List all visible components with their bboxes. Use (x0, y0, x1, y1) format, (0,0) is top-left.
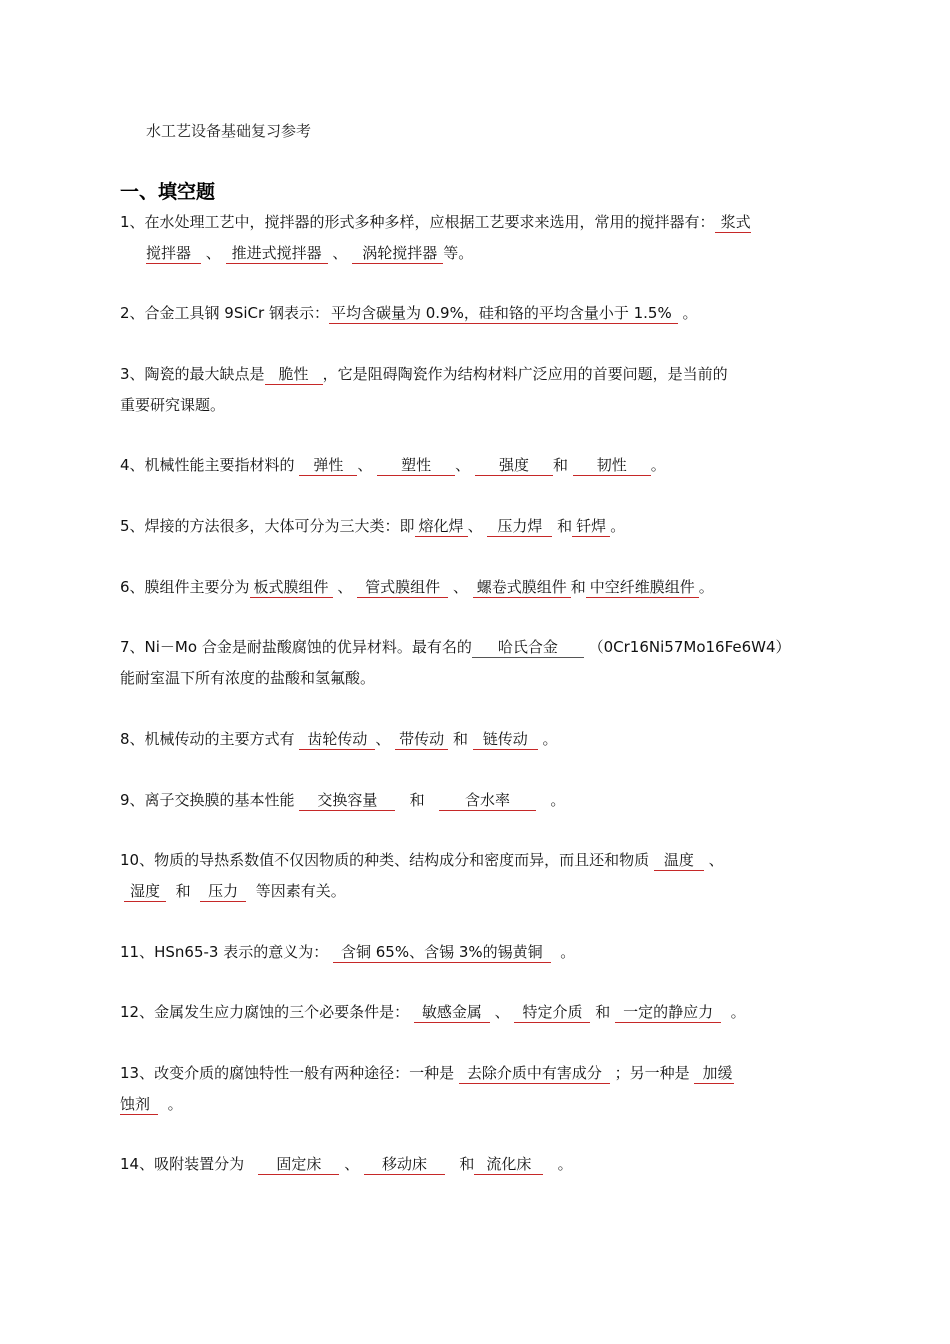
question-text: 、 (337, 578, 353, 596)
question-text: 等。 (443, 244, 474, 262)
question-3 (120, 359, 820, 421)
question-continuation (120, 238, 820, 269)
answer-blank: 一定的静应力 (615, 1003, 721, 1023)
answer-blank: 压力焊 (487, 517, 552, 537)
question-6 (120, 572, 820, 603)
question-12 (120, 997, 820, 1028)
answer-blank: 搅拌器 (146, 244, 201, 264)
answer-blank: 钎焊 (572, 517, 610, 537)
answer-blank: 压力 (200, 882, 246, 902)
question-text: ，它是阻碍陶瓷作为结构材料广泛应用的首要问题，是当前的 (322, 365, 728, 383)
answer-blank: 强度 (475, 456, 553, 476)
question-text: 、 (344, 1155, 360, 1173)
question-text: 5、焊接的方法很多，大体可分为三大类：即 (120, 517, 415, 535)
answer-blank: 中空纤维膜组件 (586, 578, 699, 598)
question-text: 。 (542, 730, 558, 748)
answer-blank: 弹性 (299, 456, 357, 476)
answer-blank: 含铜 65%、含锡 3%的锡黄铜 (333, 943, 551, 963)
answer-blank: 蚀剂 (120, 1095, 158, 1115)
question-11 (120, 937, 820, 968)
question-text: 、 (357, 456, 373, 474)
answer-blank: 浆式 (715, 213, 751, 233)
answer-blank: 涡轮搅拌器 (352, 244, 443, 264)
question-text: 。 (698, 578, 714, 596)
answer-blank: 板式膜组件 (250, 578, 333, 598)
question-text: 和 (409, 791, 425, 809)
answer-blank: 螺卷式膜组件 (473, 578, 571, 598)
answer-blank: 流化床 (474, 1155, 543, 1175)
question-8 (120, 724, 820, 755)
question-text: 、 (708, 851, 724, 869)
question-text: 6、膜组件主要分为 (120, 578, 250, 596)
answer-blank: 加缓 (694, 1064, 734, 1084)
answer-blank: 哈氏合金 (472, 638, 584, 658)
question-continuation: 能耐室温下所有浓度的盐酸和氢氟酸。 (120, 669, 376, 687)
question-text: 。 (610, 517, 626, 535)
question-text: 。 (557, 1155, 573, 1173)
question-text: 8、机械传动的主要方式有 (120, 730, 295, 748)
question-continuation: 重要研究课题。 (120, 396, 226, 414)
question-text: 、 (205, 244, 221, 262)
question-text: 9、离子交换膜的基本性能 (120, 791, 295, 809)
answer-blank: 温度 (654, 851, 704, 871)
question-text: ；另一种是 (614, 1064, 690, 1082)
question-text: 和 (570, 578, 586, 596)
question-7 (120, 632, 820, 694)
question-text: 。 (550, 791, 566, 809)
question-text: 、 (467, 517, 483, 535)
question-14 (120, 1149, 820, 1180)
answer-blank: 带传动 (395, 730, 448, 750)
question-text: 、 (494, 1003, 510, 1021)
section-heading: 一、填空题 (120, 181, 216, 203)
question-text: 4、机械性能主要指材料的 (120, 456, 295, 474)
question-text: 12、金属发生应力腐蚀的三个必要条件是： (120, 1003, 410, 1021)
question-text: 和 (595, 1003, 611, 1021)
question-text: 、 (332, 244, 348, 262)
question-text: 等因素有关。 (255, 882, 346, 900)
question-text: 10、物质的导热系数值不仅因物质的种类、结构成分和密度而异，而且还和物质 (120, 851, 650, 869)
answer-blank: 齿轮传动 (299, 730, 375, 750)
answer-blank: 链传动 (473, 730, 538, 750)
question-text: 、 (452, 578, 468, 596)
question-text: （0Cr16Ni57Mo16Fe6W4） (588, 638, 791, 656)
question-text: 和 (175, 882, 191, 900)
question-continuation (120, 1089, 820, 1120)
question-text: 。 (730, 1003, 746, 1021)
question-5 (120, 511, 820, 542)
answer-blank: 韧性 (573, 456, 651, 476)
question-text: 3、陶瓷的最大缺点是 (120, 365, 265, 383)
question-text: 。 (560, 943, 576, 961)
question-text: 2、合金工具钢 9SiCr 钢表示： (120, 304, 329, 322)
answer-blank: 去除介质中有害成分 (459, 1064, 610, 1084)
document-title: 水工艺设备基础复习参考 (146, 122, 312, 140)
question-4 (120, 450, 820, 481)
answer-blank: 敏感金属 (414, 1003, 490, 1023)
question-text: 13、改变介质的腐蚀特性一般有两种途径：一种是 (120, 1064, 455, 1082)
question-text: 。 (682, 304, 698, 322)
question-continuation (120, 876, 820, 907)
answer-blank: 塑性 (377, 456, 455, 476)
question-text: 1、在水处理工艺中，搅拌器的形式多种多样，应根据工艺要求来选用，常用的搅拌器有： (120, 213, 715, 231)
answer-blank: 固定床 (258, 1155, 339, 1175)
answer-blank: 推进式搅拌器 (226, 244, 328, 264)
question-text: 和 (552, 456, 568, 474)
question-text: 11、HSn65-3 表示的意义为： (120, 943, 329, 961)
answer-blank: 管式膜组件 (357, 578, 448, 598)
answer-blank: 交换容量 (299, 791, 395, 811)
question-text: 和 (452, 730, 468, 748)
answer-blank: 湿度 (124, 882, 166, 902)
question-text: 和 (459, 1155, 475, 1173)
question-text: 7、Ni－Mo 合金是耐盐酸腐蚀的优异材料。最有名的 (120, 638, 472, 656)
answer-blank: 含水率 (439, 791, 536, 811)
question-10 (120, 845, 820, 907)
question-text: 。 (650, 456, 666, 474)
question-1 (120, 207, 820, 269)
question-text: 、 (375, 730, 391, 748)
answer-blank: 熔化焊 (415, 517, 468, 537)
answer-blank: 脆性 (265, 365, 323, 385)
question-text: 14、吸附装置分为 (120, 1155, 245, 1173)
answer-blank: 特定介质 (514, 1003, 590, 1023)
question-9 (120, 785, 820, 816)
question-2 (120, 298, 820, 329)
answer-blank: 平均含碳量为 0.9%，硅和铬的平均含量小于 1.5% (329, 304, 678, 324)
question-text: 。 (167, 1095, 183, 1113)
answer-blank: 移动床 (364, 1155, 445, 1175)
question-text: 和 (557, 517, 573, 535)
question-13 (120, 1058, 820, 1120)
question-text: 、 (455, 456, 471, 474)
